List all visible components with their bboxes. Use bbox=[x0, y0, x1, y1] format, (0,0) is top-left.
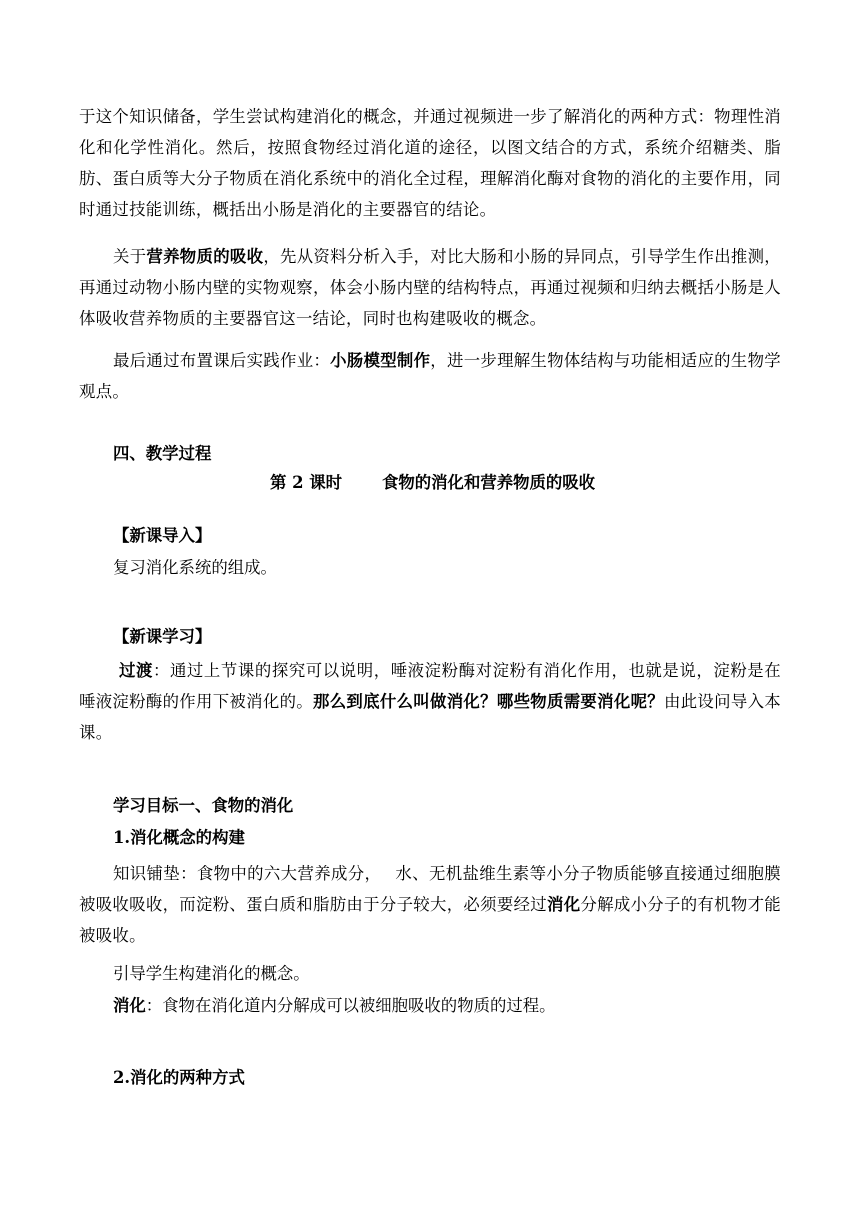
definition-label: 消化 bbox=[113, 996, 146, 1015]
objective-heading: 学习目标一、食物的消化 bbox=[113, 796, 294, 815]
paragraph-knowledge-reserve bbox=[79, 101, 781, 225]
study-heading: 【新课学习】 bbox=[113, 627, 212, 646]
paragraph-homework bbox=[79, 345, 781, 407]
intro-heading: 【新课导入】 bbox=[113, 526, 212, 545]
knowledge-lead: 知识铺垫：食物中的六大营养成分， 水、无机盐维生素等小分子物质能够直接通过细胞膜被吸收吸收，而淀粉、蛋白质和脂肪由于分子较大，必须要经过 bbox=[79, 864, 781, 914]
subheading-concept: 1.消化概念的构建 bbox=[113, 828, 245, 847]
definition-line bbox=[113, 994, 556, 1018]
emphasis-model-making: 小肠模型制作 bbox=[330, 351, 431, 370]
emphasis-absorption: 营养物质的吸收 bbox=[146, 247, 264, 266]
paragraph-transition bbox=[79, 655, 781, 748]
emphasis-digestion: 消化 bbox=[547, 895, 581, 914]
paragraph-text: 于这个知识储备，学生尝试构建消化的概念，并通过视频进一步了解消化的两种方式：物理性消化和化学性消化。然后，按照食物经过消化道的途径，以图文结合的方式，系统介绍糖类、脂肪、蛋白质等大分子物质在消化系统中的消化全过程，理解消化酶对食物的消化的主要作用，同时通过技能训练，概括出小肠是消化的主要器官的结论。 bbox=[79, 107, 781, 219]
guide-text: 引导学生构建消化的概念。 bbox=[113, 964, 310, 983]
paragraph-rest: ，先从资料分析入手，对比大肠和小肠的异同点，引导学生作出推测，再通过动物小肠内壁的实物观察，体会小肠内壁的结构特点，再通过视频和归纳去概括小肠是人体吸收营养物质的主要器官这一结论，同时也构建吸收的概念。 bbox=[79, 247, 781, 328]
transition-label: 过渡 bbox=[119, 661, 153, 680]
paragraph-rest: ，进一步理解生物体结构与功能相适应的生物学观点。 bbox=[79, 351, 781, 401]
paragraph-absorption bbox=[79, 241, 781, 334]
knowledge-rest: 分解成小分子的有机物才能被吸收。 bbox=[79, 895, 781, 945]
paragraph-lead: 关于 bbox=[113, 247, 147, 266]
subheading-two-methods: 2.消化的两种方式 bbox=[113, 1068, 245, 1087]
intro-text: 复习消化系统的组成。 bbox=[113, 558, 277, 577]
lesson-title bbox=[270, 471, 595, 495]
paragraph-lead: 最后通过布置课后实践作业： bbox=[113, 351, 331, 370]
lesson-name: 食物的消化和营养物质的吸收 bbox=[382, 473, 596, 492]
transition-question: 那么到底什么叫做消化？哪些物质需要消化呢？ bbox=[313, 692, 664, 711]
transition-text: ：通过上节课的探究可以说明，唾液淀粉酶对淀粉有消化作用，也就是说，淀粉是在唾液淀粉酶的作用下被消化的。 bbox=[79, 661, 781, 711]
section-heading-teaching-process: 四、教学过程 bbox=[113, 444, 212, 463]
transition-rest: 由此设问导入本课。 bbox=[79, 692, 781, 742]
paragraph-knowledge-foundation bbox=[79, 858, 781, 951]
lesson-number: 第 2 课时 bbox=[270, 473, 342, 492]
definition-text: ：食物在消化道内分解成可以被细胞吸收的物质的过程。 bbox=[145, 996, 556, 1015]
